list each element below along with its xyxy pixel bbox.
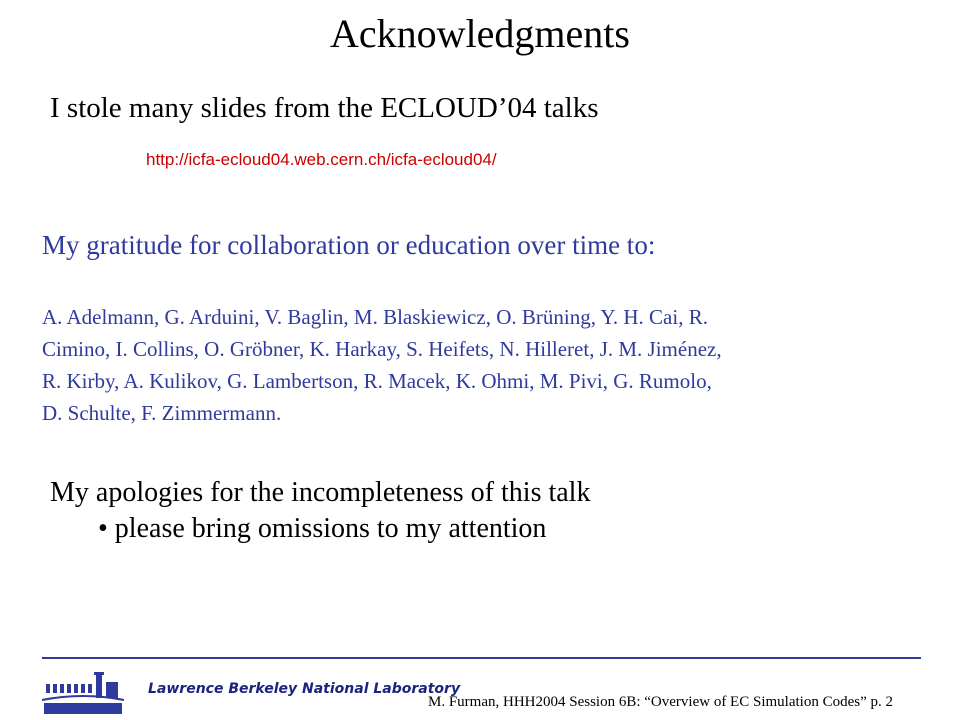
names-line: A. Adelmann, G. Arduini, V. Baglin, M. Blaskiewicz, O. Brüning, Y. H. Cai, R. [42,305,708,329]
acknowledged-names [42,301,922,429]
apologies-line: My apologies for the incompleteness of this talk [50,477,591,508]
gratitude-heading: My gratitude for collaboration or education over time to: [42,230,656,260]
names-line: R. Kirby, A. Kulikov, G. Lambertson, R. Macek, K. Ohmi, M. Pivi, G. Rumolo, [42,369,712,393]
omissions-bullet: • please bring omissions to my attention [98,513,547,544]
berkeley-lab-logo-icon [40,670,126,716]
names-line: D. Schulte, F. Zimmermann. [42,401,282,425]
slide-title: Acknowledgments [330,11,630,56]
footer-divider [42,657,921,659]
names-line: Cimino, I. Collins, O. Gröbner, K. Harkay, S. Heifets, N. Hilleret, J. M. Jiménez, [42,337,722,361]
ecloud04-link[interactable]: http://icfa-ecloud04.web.cern.ch/icfa-ecloud04/ [146,150,497,169]
footer-credit: M. Furman, HHH2004 Session 6B: “Overview of EC Simulation Codes” p. 2 [428,694,893,710]
lab-name: Lawrence Berkeley National Laboratory [148,681,461,697]
stolen-slides-note: I stole many slides from the ECLOUD’04 talks [50,92,599,124]
